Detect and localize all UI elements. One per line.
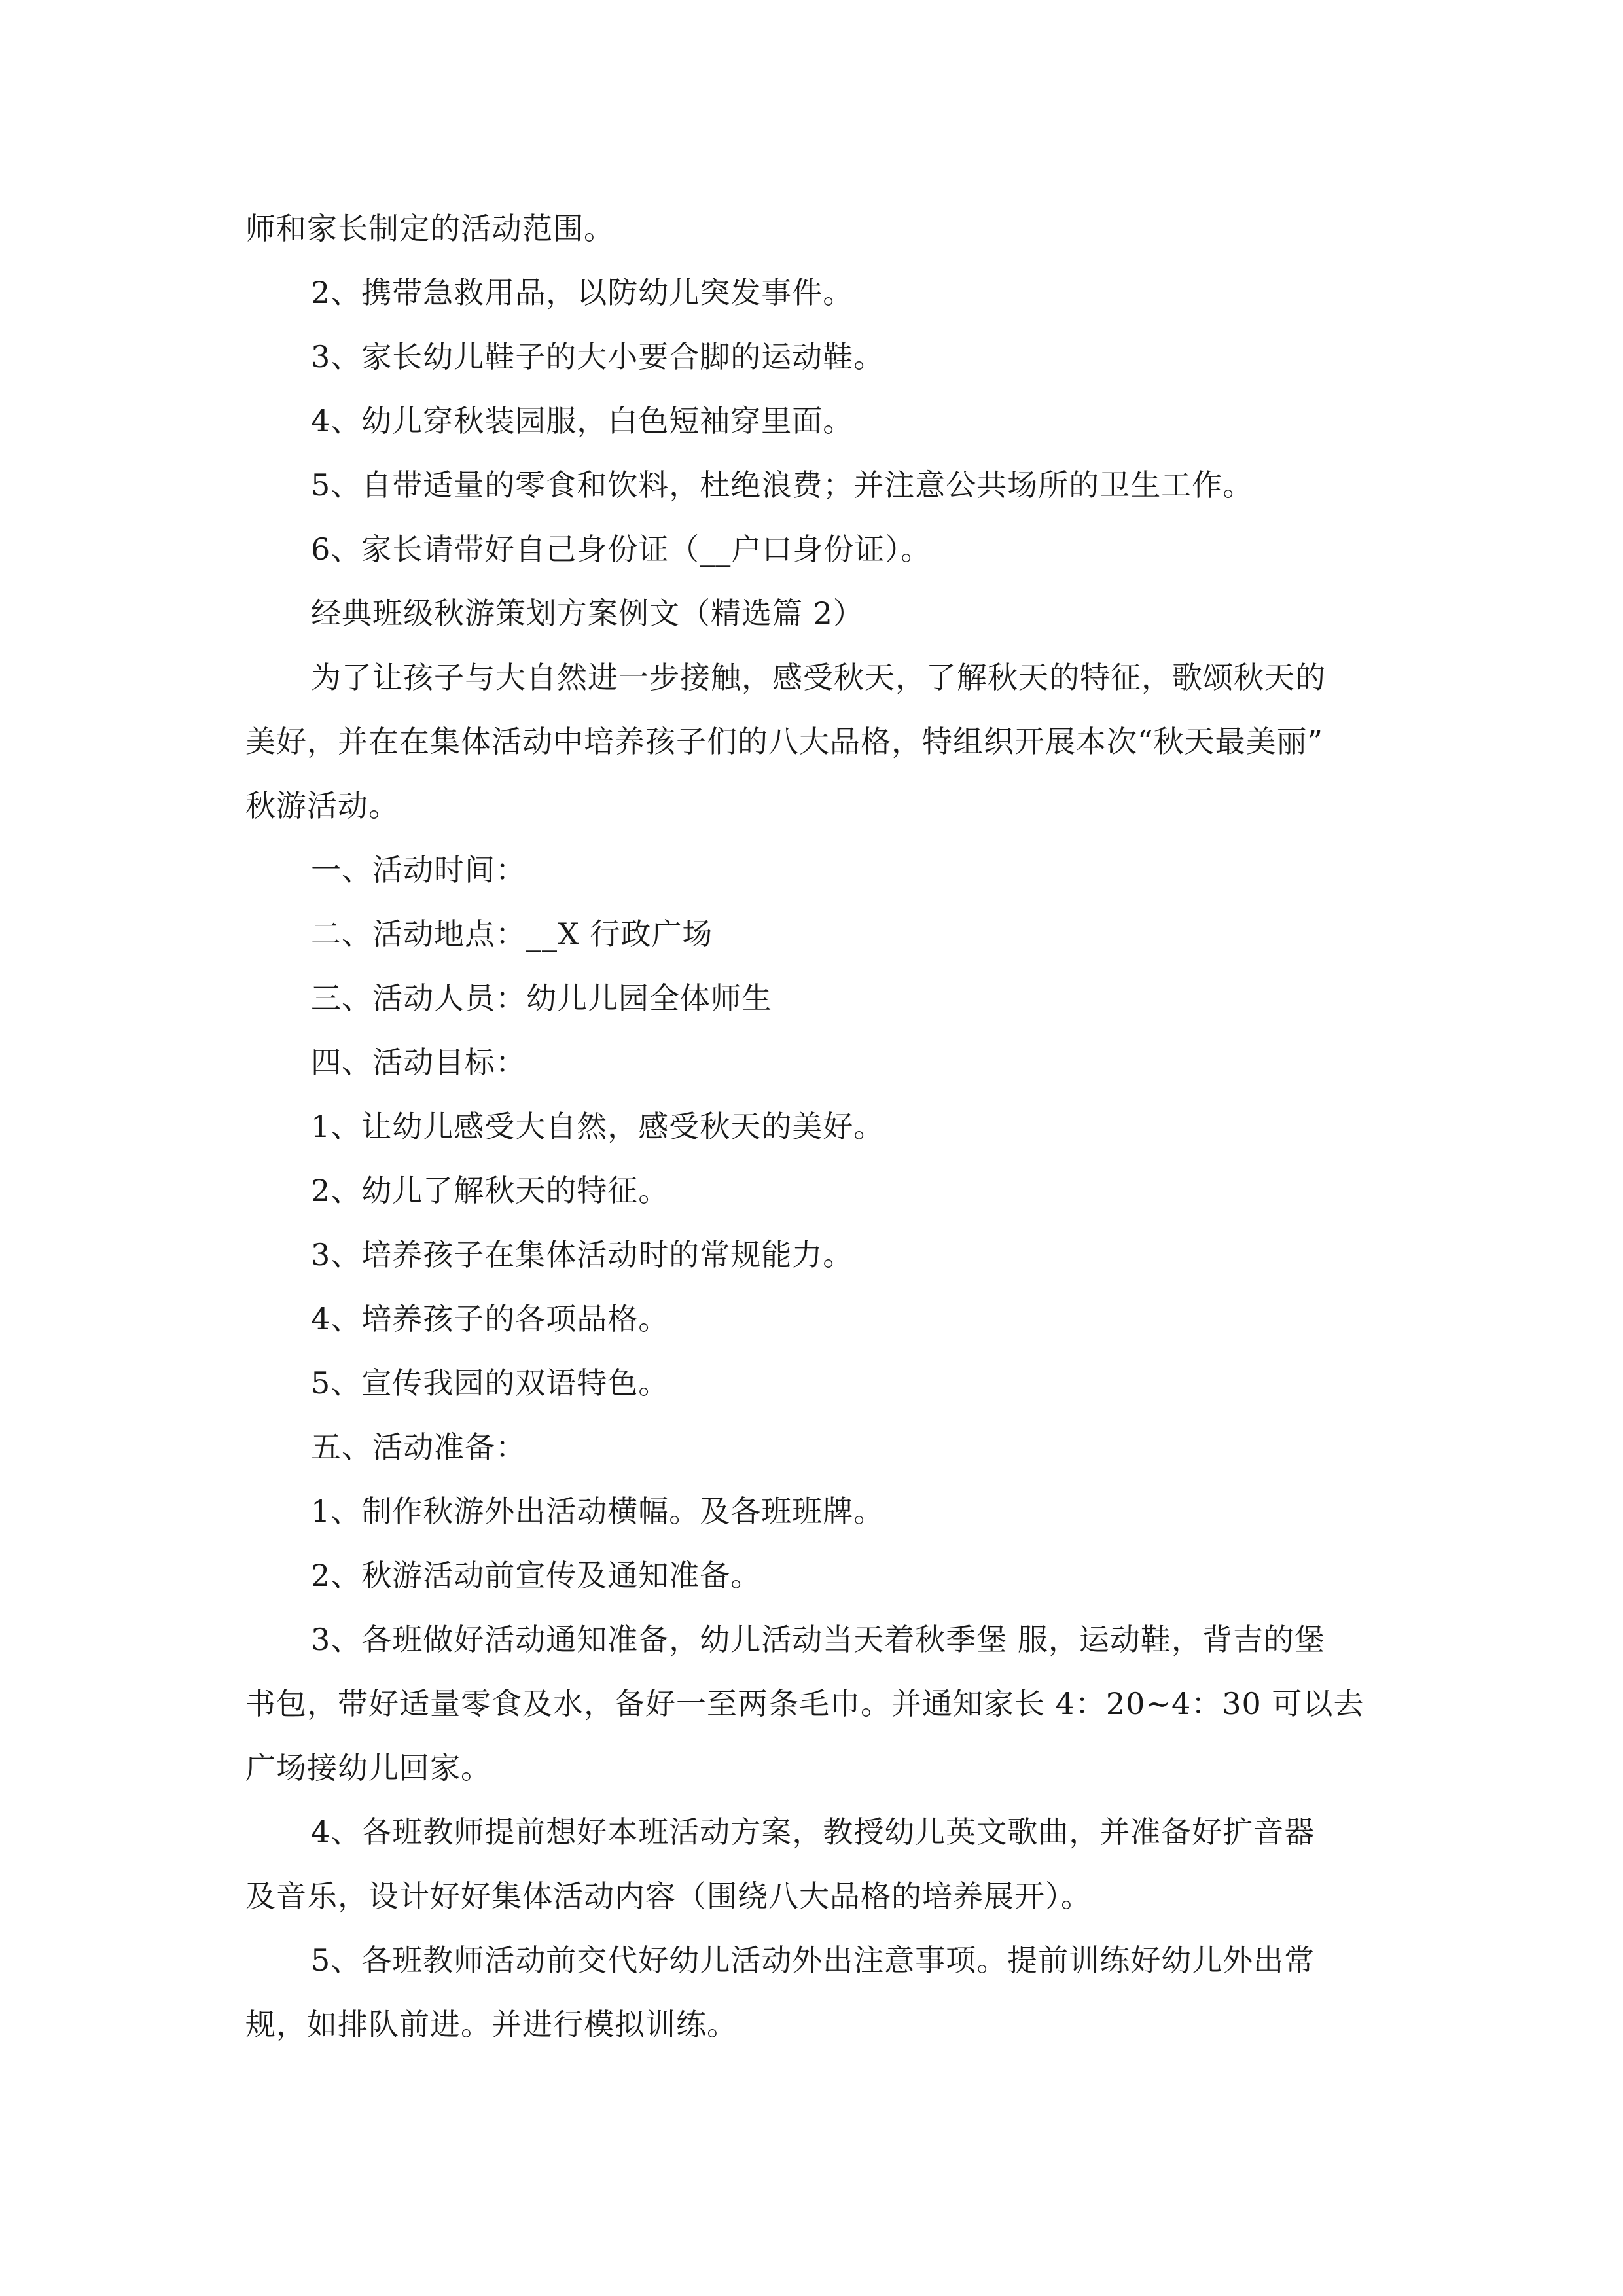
- list-item: 1、制作秋游外出活动横幅。及各班班牌。: [311, 1494, 885, 1529]
- paragraph-line: 广场接幼儿回家。: [245, 1750, 491, 1785]
- paragraph-line: 规，如排队前进。并进行模拟训练。: [245, 2007, 738, 2042]
- section-heading: 四、活动目标：: [311, 1045, 526, 1080]
- list-item: 4、各班教师提前想好本班活动方案，教授幼儿英文歌曲，并准备好扩音器: [311, 1814, 1315, 1850]
- section-heading: 五、活动准备：: [311, 1429, 526, 1465]
- list-item: 4、培养孩子的各项品格。: [311, 1301, 669, 1336]
- list-item: 3、培养孩子在集体活动时的常规能力。: [311, 1237, 854, 1272]
- paragraph-line: 秋游活动。: [245, 788, 399, 823]
- list-item: 3、各班做好活动通知准备，幼儿活动当天着秋季堡 服，运动鞋，背吉的堡: [311, 1622, 1325, 1657]
- list-item: 2、携带急救用品，以防幼儿突发事件。: [311, 275, 854, 310]
- list-item: 5、宣传我园的双语特色。: [311, 1365, 669, 1401]
- section-heading: 二、活动地点：__X 行政广场: [311, 916, 713, 952]
- document-body: [245, 196, 1384, 2056]
- section-heading: 三、活动人员：幼儿儿园全体师生: [311, 980, 772, 1016]
- list-item: 3、家长幼儿鞋子的大小要合脚的运动鞋。: [311, 339, 885, 374]
- section-heading: 一、活动时间：: [311, 852, 526, 888]
- section-title: 经典班级秋游策划方案例文（精选篇 2）: [311, 596, 864, 631]
- list-item: 2、秋游活动前宣传及通知准备。: [311, 1558, 762, 1593]
- paragraph-line: 师和家长制定的活动范围。: [245, 211, 615, 246]
- paragraph-line: 书包，带好适量零食及水，备好一至两条毛巾。并通知家长 4：20~4：30 可以去: [245, 1686, 1364, 1721]
- paragraph-line: 为了让孩子与大自然进一步接触，感受秋天，了解秋天的特征，歌颂秋天的: [311, 660, 1326, 695]
- list-item: 1、让幼儿感受大自然，感受秋天的美好。: [311, 1109, 885, 1144]
- list-item: 4、幼儿穿秋装园服，白色短袖穿里面。: [311, 403, 854, 439]
- paragraph-line: 美好，并在在集体活动中培养孩子们的八大品格，特组织开展本次“秋天最美丽”: [245, 724, 1324, 759]
- list-item: 2、幼儿了解秋天的特征。: [311, 1173, 669, 1208]
- paragraph-line: 及音乐，设计好好集体活动内容（围绕八大品格的培养展开）。: [245, 1878, 1092, 1914]
- list-item: 5、自带适量的零食和饮料，杜绝浪费；并注意公共场所的卫生工作。: [311, 467, 1254, 503]
- list-item: 5、各班教师活动前交代好幼儿活动外出注意事项。提前训练好幼儿外出常: [311, 1943, 1315, 1978]
- list-item: 6、家长请带好自己身份证（__户口身份证）。: [311, 531, 932, 567]
